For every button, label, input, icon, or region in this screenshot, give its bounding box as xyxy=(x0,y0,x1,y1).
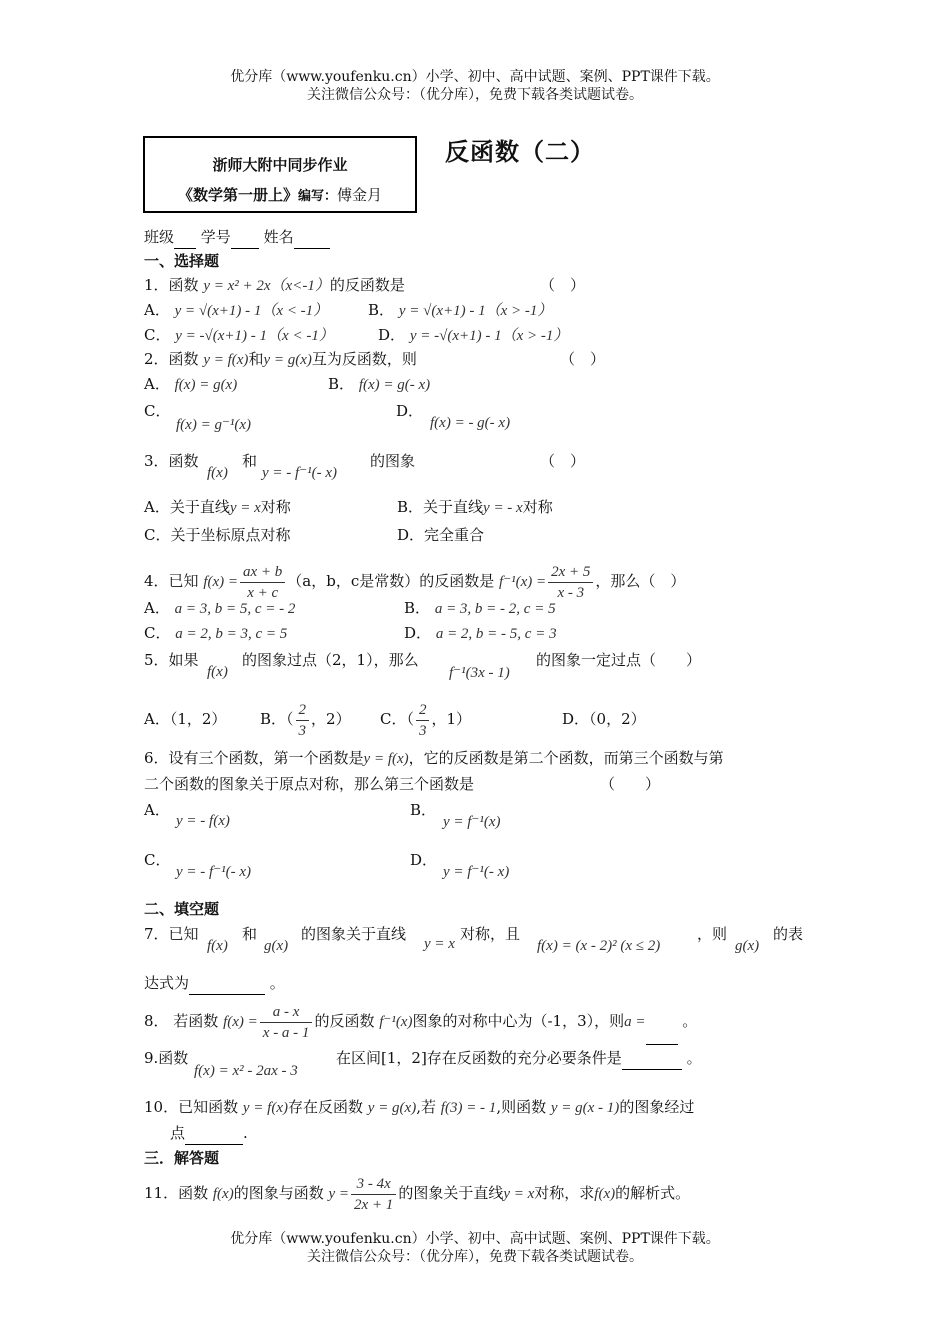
q7-tail: 的表 xyxy=(773,925,804,943)
q4-option-a-wrap xyxy=(144,597,295,620)
q10-text-3: ,则函数 xyxy=(496,1098,547,1116)
q2-option-c: f(x) = g⁻¹(x) xyxy=(176,417,251,433)
footer-line-2: 关注微信公众号：（优分库），免费下载各类试题试卷。 xyxy=(307,1249,643,1265)
q7-answer-blank[interactable] xyxy=(189,972,265,995)
q5-option-c-post: ，1） xyxy=(431,710,472,728)
q1-text: 的反函数是 xyxy=(329,276,405,294)
q1-option-c-wrap xyxy=(144,324,334,347)
q5-number: 5．如果 xyxy=(144,651,199,669)
q2-option-b: f(x) = g(- x) xyxy=(358,377,431,393)
class-blank[interactable] xyxy=(174,226,196,249)
question-1 xyxy=(144,274,405,297)
q4-option-a: a = 3, b = 5, c = - 2 xyxy=(174,601,296,617)
q11-text: 的图象与函数 xyxy=(233,1184,324,1202)
q1-option-b-cond: （x > -1） xyxy=(485,303,553,319)
q10-tail: 的图象经过 xyxy=(619,1098,695,1116)
q7-text-3: ，则 xyxy=(697,925,728,943)
q4-finv: f⁻¹(x) = xyxy=(499,574,547,590)
q1-option-d: y = -√(x+1) - 1 xyxy=(409,328,502,344)
q3-option-a xyxy=(144,496,291,519)
q11-tail: 的解析式。 xyxy=(615,1184,691,1202)
book-editor xyxy=(145,184,415,205)
q11-y: y = xyxy=(328,1186,350,1202)
q4-tail: ，那么（ ） xyxy=(595,572,686,590)
q8-number: 8． 若函数 xyxy=(144,1012,219,1030)
q10-cond: f(3) = - 1 xyxy=(440,1100,497,1116)
q3-option-c: C．关于坐标原点对称 xyxy=(144,526,291,544)
name-label: 姓名 xyxy=(263,228,294,246)
q1-condition: （x<-1） xyxy=(270,278,330,294)
q7-f: f(x) xyxy=(207,938,228,954)
q3-option-a-text: A．关于直线 xyxy=(144,498,230,516)
q5-option-b-pre: B．（ xyxy=(260,710,294,728)
q2-number: 2．函数 xyxy=(144,350,199,368)
question-11 xyxy=(144,1170,690,1217)
q1-option-c-cond: （x < -1） xyxy=(267,328,334,344)
q7-g2: g(x) xyxy=(735,938,760,954)
q4-inv-numerator: 2x + 5 xyxy=(548,562,593,583)
question-10 xyxy=(144,1096,694,1119)
q10-text-2: ,若 xyxy=(416,1098,436,1116)
q10-text: 存在反函数 xyxy=(287,1098,363,1116)
question-8 xyxy=(144,998,697,1045)
q3-and: 和 xyxy=(242,452,258,470)
q5-option-c-den: 3 xyxy=(418,722,427,739)
q5-option-b xyxy=(260,698,351,741)
q2-option-a-label: A． xyxy=(144,375,170,393)
q6-answer-paren: （ ） xyxy=(600,775,661,793)
q10-line-2-text: 点 xyxy=(170,1124,186,1142)
q6-math: y = f(x) xyxy=(363,751,409,767)
q10-g2: y = g(x - 1) xyxy=(550,1100,620,1116)
q2-option-d: f(x) = - g(- x) xyxy=(430,415,511,431)
q6-option-a: y = - f(x) xyxy=(176,813,230,829)
q1-option-d-cond: （x > -1） xyxy=(501,328,569,344)
name-blank[interactable] xyxy=(294,226,330,249)
q11-text-3: 对称，求 xyxy=(534,1184,595,1202)
q1-option-a-cond: （x < -1） xyxy=(261,303,329,319)
student-info-line xyxy=(144,226,330,249)
q11-denominator: 2x + 1 xyxy=(354,1196,394,1213)
q5-option-b-post: ，2） xyxy=(311,710,351,728)
q10-g: y = g(x) xyxy=(367,1100,417,1116)
q6-option-b-label: B． xyxy=(410,801,437,819)
q1-option-a-label: A． xyxy=(144,301,170,319)
q3-answer-paren: （ ） xyxy=(540,452,586,470)
q7-line-2 xyxy=(144,972,285,995)
q1-options-ab xyxy=(144,299,328,322)
q4-option-d-wrap xyxy=(404,622,557,645)
q5-option-b-den: 3 xyxy=(298,722,307,739)
q1-function: y = x² + 2x xyxy=(203,278,271,294)
q6-line-1 xyxy=(144,747,724,770)
q4-option-c-label: C． xyxy=(144,624,171,642)
q4-f: f(x) = xyxy=(203,574,239,590)
editor-label: 编写： xyxy=(297,189,337,204)
q11-f: f(x) xyxy=(212,1186,234,1202)
number-label: 学号 xyxy=(200,228,231,246)
q8-a: a = xyxy=(624,1014,646,1030)
q1-number: 1．函数 xyxy=(144,276,199,294)
q2-text: 互为反函数，则 xyxy=(311,350,417,368)
q4-text: （a，b，c是常数）的反函数是 xyxy=(287,572,495,590)
question-2 xyxy=(144,348,417,371)
q5-tail: 的图象一定过点（ ） xyxy=(536,651,702,669)
q3-option-b xyxy=(397,496,553,519)
q9-f: f(x) = x² - 2ax - 3 xyxy=(194,1063,298,1079)
q7-line: y = x xyxy=(424,936,455,952)
q7-and: 和 xyxy=(242,925,258,943)
q10-line-2 xyxy=(170,1122,248,1145)
q6-text-b: ，它的反函数是第二个函数，而第三个函数与第 xyxy=(408,749,724,767)
q11-numerator: 3 - 4x xyxy=(351,1174,396,1195)
header-line-1: 优分库（www.youfenku.cn）小学、初中、高中试题、案例、PPT课件下载。 xyxy=(230,69,720,85)
q11-fraction xyxy=(351,1174,396,1215)
q4-option-b: a = 3, b = - 2, c = 5 xyxy=(434,601,556,617)
q4-option-c-wrap xyxy=(144,622,287,645)
q10-answer-blank[interactable] xyxy=(185,1122,243,1145)
school-name: 浙师大附中同步作业 xyxy=(212,156,348,174)
header-line-2: 关注微信公众号：（优分库），免费下载各类试题试卷。 xyxy=(307,87,643,103)
q5-option-d: D．（0，2） xyxy=(562,710,646,728)
q9-number: 9.函数 xyxy=(144,1049,189,1067)
q3-number: 3．函数 xyxy=(144,452,199,470)
q3-f2: y = - f⁻¹(- x) xyxy=(262,465,337,481)
q2-option-b-label: B． xyxy=(328,375,355,393)
q11-text-2: 的图象关于直线 xyxy=(398,1184,504,1202)
q6-option-d: y = f⁻¹(- x) xyxy=(443,864,510,880)
section-fill-heading: 二、填空题 xyxy=(144,900,220,918)
q7-end: 。 xyxy=(269,974,285,992)
q3-option-a-math: y = x xyxy=(229,500,261,516)
q3-option-d: D．完全重合 xyxy=(397,526,485,544)
q2-option-a: f(x) = g(x) xyxy=(174,377,238,393)
q10-number: 10．已知函数 xyxy=(144,1098,239,1116)
q5-text: 的图象过点（2，1），那么 xyxy=(242,651,419,669)
section-answer-heading: 三．解答题 xyxy=(144,1149,220,1167)
q5-option-a: A．（1，2） xyxy=(144,710,227,728)
q4-number: 4．已知 xyxy=(144,572,199,590)
q7-text: 的图象关于直线 xyxy=(301,925,407,943)
q11-number: 11．函数 xyxy=(144,1184,209,1202)
q7-g: g(x) xyxy=(264,938,289,954)
q3-text: 的图象 xyxy=(370,452,416,470)
q4-inv-denominator: x - 3 xyxy=(557,584,585,601)
q8-answer-blank[interactable] xyxy=(646,998,678,1045)
q2-answer-paren: （ ） xyxy=(560,350,606,368)
q6-line-2: 二个函数的图象关于原点对称，那么第三个函数是 xyxy=(144,775,475,793)
section-choice-heading: 一、选择题 xyxy=(144,252,220,270)
q8-denominator: x - a - 1 xyxy=(262,1024,310,1041)
book-title: 《数学第一册上》 xyxy=(177,186,298,204)
q9-end: 。 xyxy=(686,1049,702,1067)
q11-f2: f(x) xyxy=(594,1186,616,1202)
q6-option-a-label: A． xyxy=(144,801,170,819)
q4-option-d: a = 2, b = - 5, c = 3 xyxy=(435,626,557,642)
q6-option-b: y = f⁻¹(x) xyxy=(443,814,501,830)
number-blank[interactable] xyxy=(231,226,259,249)
q1-option-c-label: C． xyxy=(144,326,171,344)
q1-option-c: y = -√(x+1) - 1 xyxy=(175,328,268,344)
q9-text xyxy=(336,1047,702,1070)
q6-option-c: y = - f⁻¹(- x) xyxy=(176,864,251,880)
q9-tail: 在区间[1，2]存在反函数的充分必要条件是 xyxy=(336,1049,622,1067)
q4-option-a-label: A． xyxy=(144,599,170,617)
q4-option-c: a = 2, b = 3, c = 5 xyxy=(175,626,288,642)
q1-option-d-label: D． xyxy=(378,326,406,344)
q3-option-b-math: y = - x xyxy=(483,500,523,516)
q5-option-b-num: 2 xyxy=(296,700,310,721)
q2-f2: y = g(x) xyxy=(263,352,312,368)
q2-option-d-label: D． xyxy=(396,402,424,420)
q10-end: . xyxy=(243,1124,248,1142)
q1-option-b: y = √(x+1) - 1 xyxy=(398,303,486,319)
q1-option-b-label: B． xyxy=(368,301,395,319)
q5-finv: f⁻¹(3x - 1) xyxy=(449,665,510,681)
footer-line-1: 优分库（www.youfenku.cn）小学、初中、高中试题、案例、PPT课件下载。 xyxy=(230,1231,720,1247)
q8-numerator: a - x xyxy=(260,1002,313,1023)
q4-option-d-label: D． xyxy=(404,624,432,642)
q9-answer-blank[interactable] xyxy=(622,1047,682,1070)
q4-option-b-label: B． xyxy=(404,599,431,617)
q2-and: 和 xyxy=(248,350,264,368)
q4-option-b-wrap xyxy=(404,597,556,620)
q8-f: f(x) = xyxy=(223,1014,258,1030)
q1-answer-paren: （ ） xyxy=(540,276,586,294)
class-label: 班级 xyxy=(144,228,175,246)
q5-option-b-fraction xyxy=(296,700,310,741)
q8-tail: 图象的对称中心为（-1，3），则 xyxy=(412,1012,625,1030)
q1-option-d-wrap xyxy=(378,324,568,347)
q4-numerator: ax + b xyxy=(240,562,285,583)
q7-text-2: 对称，且 xyxy=(460,925,521,943)
q5-option-c-pre: C．（ xyxy=(380,710,414,728)
q5-option-c-fraction xyxy=(416,700,430,741)
q3-option-b-text: B．关于直线 xyxy=(397,498,484,516)
q3-option-a-tail: 对称 xyxy=(260,498,291,516)
q8-fraction xyxy=(260,1002,313,1043)
q4-denominator: x + c xyxy=(247,584,279,601)
q5-option-c-num: 2 xyxy=(416,700,430,721)
q2-option-c-label: C． xyxy=(144,402,171,420)
q7-expr: f(x) = (x - 2)² (x ≤ 2) xyxy=(537,938,661,954)
q8-end: 。 xyxy=(682,1012,698,1030)
q7-number: 7．已知 xyxy=(144,925,199,943)
q2-f1: y = f(x) xyxy=(203,352,249,368)
q10-f: y = f(x) xyxy=(242,1100,288,1116)
q2-option-a-wrap xyxy=(144,373,237,396)
q2-option-b-wrap xyxy=(328,373,430,396)
q8-finv: f⁻¹(x) xyxy=(379,1014,413,1030)
q6-option-c-label: C． xyxy=(144,851,171,869)
editor-name: 傅金月 xyxy=(337,186,383,204)
q6-text-a: 6．设有三个函数，第一个函数是 xyxy=(144,749,364,767)
q5-f: f(x) xyxy=(207,664,228,680)
course-info-box xyxy=(143,136,417,213)
q1-option-b-wrap xyxy=(368,299,552,322)
q1-option-a: y = √(x+1) - 1 xyxy=(174,303,262,319)
q7-line-2-text: 达式为 xyxy=(144,974,190,992)
q6-option-d-label: D． xyxy=(410,851,438,869)
q3-option-b-tail: 对称 xyxy=(522,498,553,516)
q8-text: 的反函数 xyxy=(314,1012,375,1030)
page-title: 反函数（二） xyxy=(445,137,595,166)
q5-option-c xyxy=(380,698,471,741)
q3-f1: f(x) xyxy=(207,465,228,481)
q11-line: y = x xyxy=(503,1186,535,1202)
